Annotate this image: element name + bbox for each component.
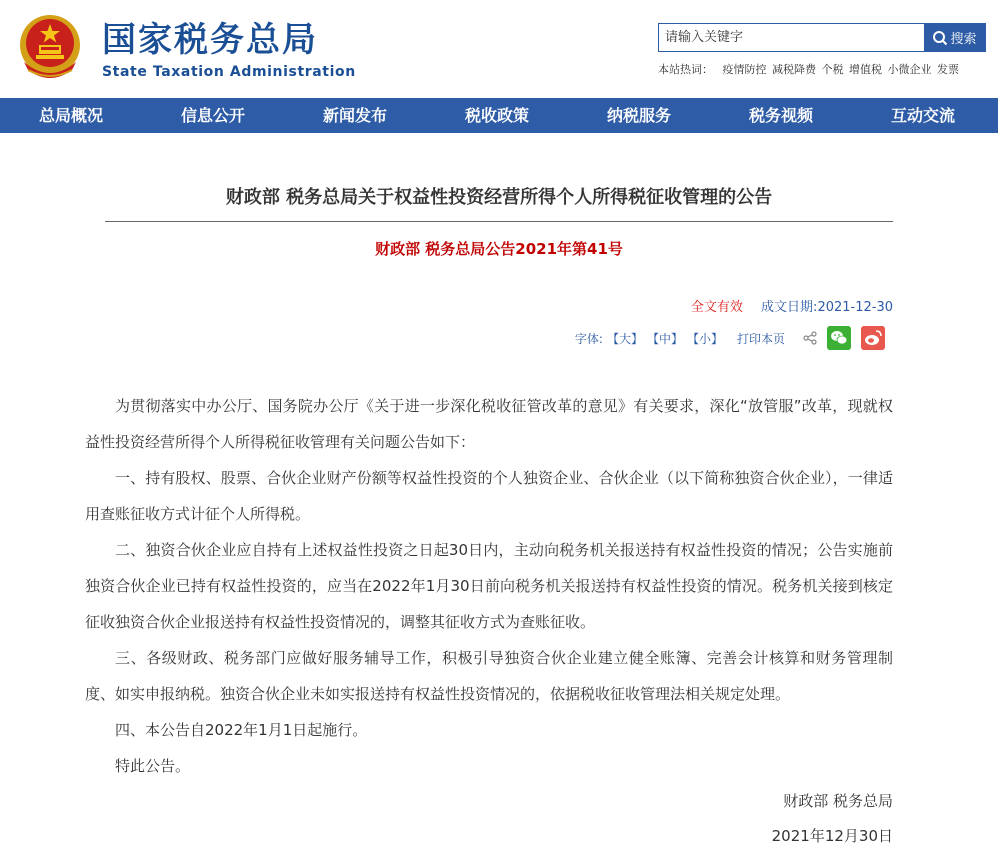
hot-word-vat[interactable]: 增值税 (849, 63, 882, 76)
search-icon (932, 30, 948, 46)
site-header (0, 0, 998, 98)
nav-item-news[interactable]: 新闻发布 (322, 106, 387, 125)
document-number: 财政部 税务总局公告2021年第41号 (375, 240, 623, 258)
search-box (658, 23, 986, 52)
paragraph-item-4: 四、本公告自2022年1月1日起施行。 (115, 721, 368, 739)
main-nav (0, 98, 998, 133)
site-title-en[interactable]: State Taxation Administration (102, 64, 356, 80)
nav-item-overview[interactable]: 总局概况 (38, 106, 103, 125)
national-emblem-icon[interactable] (14, 12, 86, 82)
search-button-label: 搜索 (950, 32, 977, 47)
publish-date: 2021-12-30 (817, 300, 893, 315)
hot-words-label: 本站热词： (658, 63, 713, 76)
search-input[interactable] (659, 24, 924, 51)
signer: 财政部 税务总局 (783, 792, 893, 810)
hot-word-small-business[interactable]: 小微企业 (887, 63, 932, 76)
article-meta (691, 296, 893, 315)
font-size-small[interactable]: 【小】 (686, 331, 723, 346)
wechat-share-icon[interactable] (827, 326, 851, 350)
weibo-share-icon[interactable] (861, 326, 885, 350)
paragraph-closing: 特此公告。 (115, 757, 191, 775)
nav-item-info-disclosure[interactable]: 信息公开 (180, 106, 245, 125)
hot-word-invoice[interactable]: 发票 (937, 63, 959, 76)
title-divider (105, 221, 893, 222)
hot-word-iit[interactable]: 个税 (821, 63, 844, 76)
paragraph-item-1: 一、持有股权、股票、合伙企业财产份额等权益性投资的个人独资企业、合伙企业（以下简称独资合伙企业），一律适用查账征收方式计征个人所得税。 (85, 469, 893, 523)
article-body (85, 388, 893, 784)
hot-words (658, 61, 961, 77)
nav-item-taxpayer-service[interactable]: 纳税服务 (606, 106, 671, 125)
nav-item-interaction[interactable]: 互动交流 (890, 106, 955, 125)
paragraph-intro: 为贯彻落实中办公厅、国务院办公厅《关于进一步深化税收征管改革的意见》有关要求，深化“放管服”改革，现就权益性投资经营所得个人所得税征收管理有关问题公告如下： (85, 397, 893, 451)
date-label: 成文日期: (761, 300, 818, 315)
nav-item-tax-policy[interactable]: 税收政策 (464, 106, 529, 125)
hot-word-epidemic[interactable]: 疫情防控 (722, 63, 767, 76)
article-title: 财政部 税务总局关于权益性投资经营所得个人所得税征收管理的公告 (225, 187, 773, 208)
validity-status: 全文有效 (690, 300, 743, 315)
hot-word-tax-cut[interactable]: 减税降费 (772, 63, 816, 76)
paragraph-item-2: 二、独资合伙企业应自持有上述权益性投资之日起30日内，主动向税务机关报送持有权益性投资的情况；公告实施前独资合伙企业已持有权益性投资的，应当在2022年1月30日前向税务机关报送持有权益性投资的情况。税务机关接到核定征收独资合伙企业报送持有权益性投资情况的，调整其征收方式为查账征收。 (85, 541, 893, 631)
paragraph-item-3: 三、各级财政、税务部门应做好服务辅导工作，积极引导独资合伙企业建立健全账簿、完善会计核算和财务管理制度、如实申报纳税。独资合伙企业未如实报送持有权益性投资情况的，依据税收征收管理法相关规定处理。 (85, 649, 893, 703)
print-link[interactable]: 打印本页 (736, 331, 785, 346)
article-tools (575, 326, 885, 350)
font-size-large[interactable]: 【大】 (606, 331, 643, 346)
share-icon[interactable] (803, 331, 817, 345)
search-button[interactable] (924, 24, 985, 51)
site-title-cn[interactable]: 国家税务总局 (102, 20, 318, 60)
font-size-medium[interactable]: 【中】 (646, 331, 683, 346)
font-size-label: 字体: (574, 331, 603, 346)
nav-item-tax-video[interactable]: 税务视频 (748, 106, 813, 125)
sign-date: 2021年12月30日 (771, 827, 893, 845)
